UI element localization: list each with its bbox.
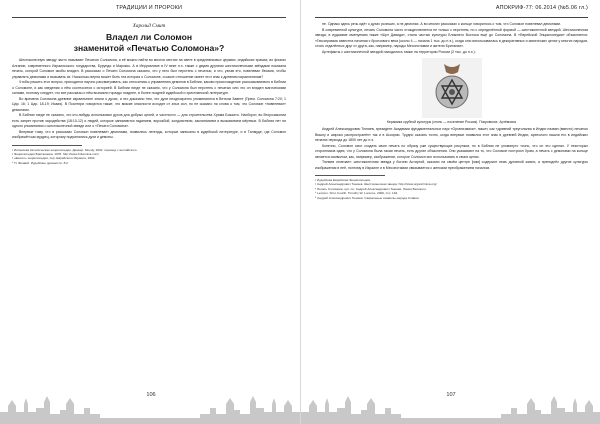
paragraph: Тюняев отмечает: шестиконечная звезда у богини Астартой, сказано на своём центре [ним] содержит семь духовной жизни, а преподнёс другие культуры изображения в неё, поэтому в Израиле и в Месопотамии связывается с женским преображением началом.: [315, 160, 588, 170]
paragraph: Конечно, Соломон смог создать свою печать по образу уже существующих рисунков, но в Библии не упомянуто точно, что он это сделал. У некоторых сторонников идея, что у Соломона была такая печать, есть другие объяснения. Они указывают на то, что Соломон построил Храм, а печать с демонами на кольце является символом, как, например, изображение, которое Соломон мог использовать в своих целях.: [315, 143, 588, 159]
left-footnotes: [12, 148, 286, 166]
right-body-text-bottom: [315, 127, 588, 171]
running-header-left: ТРАДИЦИИ И ПРОРОКИ: [12, 0, 286, 18]
article-title-line-1: Владел ли Соломон: [105, 32, 193, 42]
right-body-text-top: [315, 22, 588, 55]
footnote: ² Энциклопедия Британника, 1978. http://www.britannica.com/: [12, 151, 99, 156]
page-number-right: 107: [446, 392, 456, 398]
left-body-text: [12, 58, 286, 141]
figure-caption: Керамика срубной культуры (стиль — поселение Россия). Покровское, Артёмовск: [386, 120, 517, 124]
right-footnotes: [315, 178, 588, 200]
running-header-right: АПОКРИФ-77: 06.2014 (№5.06 гл.): [315, 0, 588, 18]
article-author: Харольд Смит: [132, 23, 166, 29]
paragraph: В современной культуре, печать Соломона часто отождествляется не только с перстнем, но с определённой формой — шестиконечной звездой. Шестиконечная звезда, в иудаизме именуемая также «Щит Давида», стала частью культуры Ближнего Востока ещё до Соломона. В «Еврейской Энциклопедии» объясняется: «Гексаграмма известна начиная с бронзового века (около 4 — начала 1 тыс. до н.э.), когда она использовалась в декоративных и магических целях у многих народов, столь отдалённых друг от друга, как, например, народы Месопотамии и жители Британии».: [315, 27, 588, 48]
footnote-divider: [12, 145, 82, 146]
footnote: ⁴ Lexicon. First, Fourth. Timothy W. Lorence, 2009, стр. 194.: [315, 191, 399, 196]
figure-artifact: [315, 58, 588, 124]
paragraph: Чтобы решить этот вопрос, приходится научно рассматривать, как относились к управлению демонов в Библии, каково происхождение рассказываемого в Библии о Соломоне, и как сведения о нём соотносятся с историей. В Библии нигде не сказано, что у Соломона был перстень с печатью или что он владел магическими силами, поэтому следует, что все рассказы о нём возникли гораздо позднее, в более поздней иудейской и христианской литературе.: [12, 80, 286, 95]
paragraph: Впервые тому, что в рассказах Соломон повелевает демонами, появились легенды, которые записаны в иудейской литературе, и в Талмуде, где Соломон изображён как мудрец, которому подчинялись духи и демоны.: [12, 129, 286, 139]
city-skyline-ornament: [0, 384, 300, 424]
footnote: ² Андрей Александрович Тюняев. Шестиконечная звезда: http://www.organizmica.org/: [315, 182, 437, 187]
footnote: ³ Печать Соломона, цит. по: Андрей Александрович Тюняев, Ленин Великого.: [315, 186, 427, 191]
footnote: ⁵ Андрей Александрович Тюняев. Сакральные символы народа Славян.: [315, 195, 420, 200]
footnote-divider: [315, 175, 385, 176]
footnote: ¹ Испанская Католическая энциклопедия. Денвер: Moody, 2002, перевод с английского.: [12, 147, 138, 152]
page-number-left: 106: [146, 392, 156, 398]
paragraph: Артефакты с шестиконечной звездой находились также на территории России (2 тыс. до н.э.):: [322, 49, 476, 54]
footnote: ⁴ Н. Флавий. Иудейские древности, 8:2.: [12, 160, 69, 165]
footnote: ³ «Ешкол» энциклопедия, пер. Еврейского Израиля, 2004.: [12, 156, 96, 161]
hexagram-amulet-icon: [422, 58, 482, 118]
paragraph: Андрей Александрович Тюняев, президент Академии фундаментальных наук «Организмики», пишет, как «древний треугольник в Индии назван (вместо) печатью Вишну и широко распространён» так и в Ассирии. Трудно сказать точно, когда впервые появился этот знак в древней Индии, археологи нашли его в индийских печатях периода до 1800 лет до н.э.: [315, 127, 588, 142]
footnote: ¹ Иудейская Еврейская Энциклопедия.: [315, 178, 371, 182]
paragraph: В Библии нигде не сказано, что кто-нибудь использовал духов для добрых целей, и частности — для строительства Храма Божьего. Наоборот, во Второзаконии есть запрет против чародейства (18:10-12) и людей, которые занимаются гаданием, ворожбой, колдовством, заклинанием и вызыванием мёртвых. В Библии нет ни одного упоминания о шестиконечной звезде или о «Печати Соломона».: [12, 113, 286, 128]
article-title: [12, 32, 286, 54]
paragraph: Во времена Соломона древние израильтяне знали о духах, и это доказано тем, что духи неоднократно упоминаются в Ветхом Завете (Прем. Соломона 7:20; 1 Цар. 16; 1 Цар. 18-19; Исаия). В Псалтири говорится также, что всякие опасности исходят от злых сил, но не сказано ни слова о том, что Соломон «повелевал» демонами.: [12, 96, 286, 112]
paragraph: Шестиконечную звезду часто называют Печатью Соломона, и её можно найти во многих местах на свете в средневековых церквях, индийских храмах, во флагах Алгании, современного Израильского государства, Бурунди и Марокко. А в Иерусалиме в IV веке н.э. также с двумя другими шестиконечными звёздами показана печать, которой Соломон якобы владел. В рассказах о Печати Соломона сказано, что у него был перстень с печатью, и что, узнав это, повелевал бесами, чтобы управлять демонами и вызывать их. Насколько верна может быть эта история о Соломоне, и какое отношение имеет этот знак к древним израильтянам?: [12, 58, 286, 79]
paragraph: не. Однако здесь речь идёт о духах усопших, а не демонах. А во многих рассказах о кольце говорилось о том, что Соломон повелевал демонами.: [322, 22, 561, 26]
right-page: [300, 0, 600, 424]
article-title-line-2: знаменитой «Печатью Соломона»?: [73, 43, 225, 53]
city-skyline-ornament: [301, 384, 600, 424]
